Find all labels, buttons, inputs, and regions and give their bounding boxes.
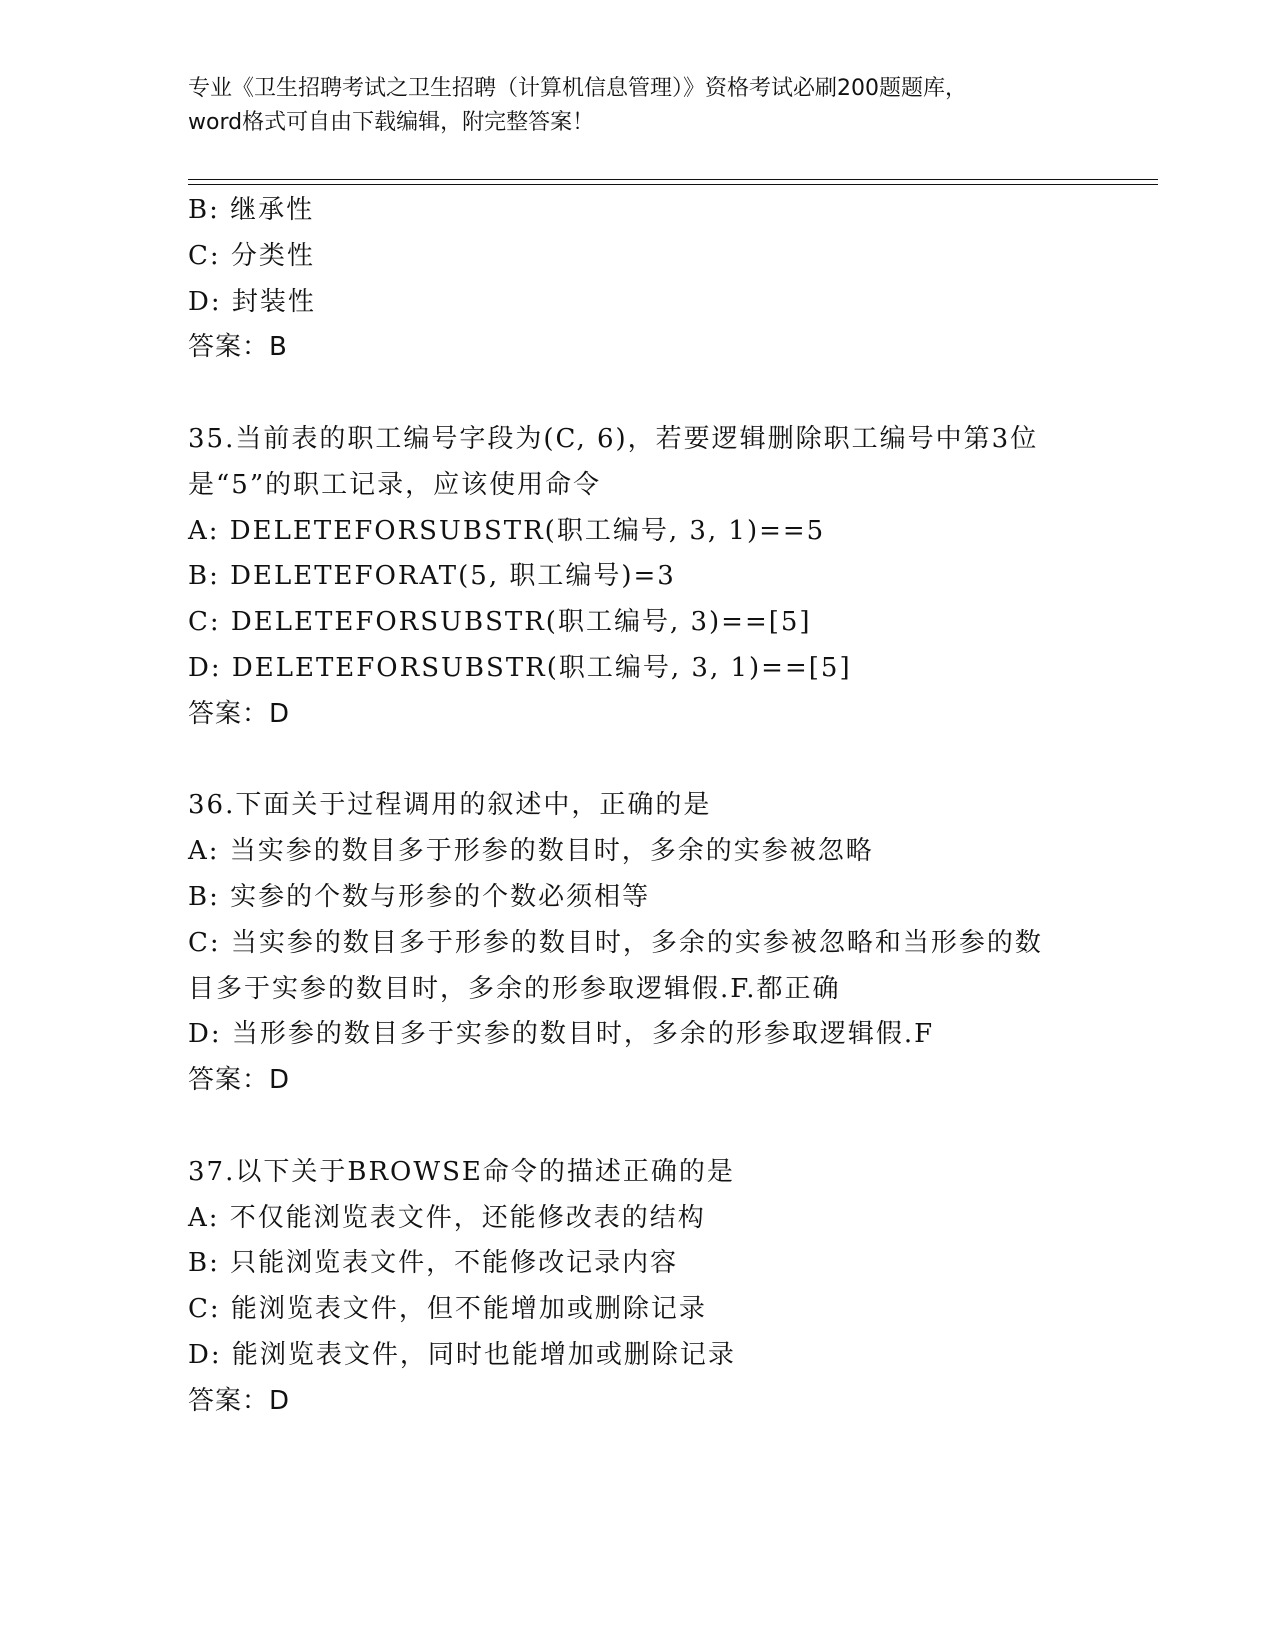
answer-label: 答案：B	[188, 332, 288, 363]
option-b: B: 实参的个数与形参的个数必须相等	[188, 881, 651, 912]
document-header	[188, 72, 1088, 140]
question-stem-continued: 是“5”的职工记录，应该使用命令	[188, 469, 602, 500]
option-b: B: 继承性	[188, 195, 315, 225]
question-34-block	[188, 188, 1088, 371]
option-b: B: 只能浏览表文件，不能修改记录内容	[188, 1248, 679, 1279]
answer-label: 答案：D	[188, 698, 291, 729]
option-c: C: DELETEFORSUBSTR(职工编号, 3)==[5]	[188, 607, 812, 638]
question-list	[188, 188, 1088, 1425]
question-stem: 36.下面关于过程调用的叙述中，正确的是	[188, 790, 712, 821]
question-36-block	[188, 783, 1088, 1104]
answer-label: 答案：D	[188, 1065, 291, 1096]
option-d: D: DELETEFORSUBSTR(职工编号, 3, 1)==[5]	[188, 652, 852, 683]
option-c: C: 能浏览表文件，但不能增加或删除记录	[188, 1294, 707, 1325]
header-divider-top	[188, 179, 1158, 180]
question-stem: 35.当前表的职工编号字段为(C, 6)，若要逻辑删除职工编号中第3位	[188, 423, 1039, 454]
option-d: D: 封装性	[188, 286, 316, 317]
question-spacer	[188, 1104, 1088, 1150]
header-title-line-1: 专业《卫生招聘考试之卫生招聘（计算机信息管理）》资格考试必刷200题题库，	[188, 76, 967, 101]
answer-label: 答案：D	[188, 1385, 291, 1416]
header-divider-bottom	[188, 184, 1158, 185]
option-a: A: 当实参的数目多于形参的数目时，多余的实参被忽略	[188, 836, 874, 867]
question-spacer	[188, 371, 1088, 417]
option-b: B: DELETEFORAT(5, 职工编号)=3	[188, 561, 676, 592]
option-d: D: 能浏览表文件，同时也能增加或删除记录	[188, 1339, 736, 1370]
option-a: A: DELETEFORSUBSTR(职工编号, 3, 1)==5	[188, 515, 826, 546]
option-a: A: 不仅能浏览表文件，还能修改表的结构	[188, 1202, 706, 1233]
question-stem: 37.以下关于BROWSE命令的描述正确的是	[188, 1156, 735, 1187]
option-c-continued: 目多于实参的数目时，多余的形参取逻辑假.F.都正确	[188, 973, 841, 1004]
question-35-block	[188, 417, 1088, 738]
option-c: C: 分类性	[188, 240, 315, 271]
option-d: D: 当形参的数目多于实参的数目时，多余的形参取逻辑假.F	[188, 1019, 935, 1050]
question-37-block	[188, 1150, 1088, 1425]
header-title-line-2: word格式可自由下载编辑，附完整答案！	[188, 110, 595, 135]
question-spacer	[188, 738, 1088, 784]
option-c: C: 当实参的数目多于形参的数目时，多余的实参被忽略和当形参的数	[188, 927, 1043, 958]
